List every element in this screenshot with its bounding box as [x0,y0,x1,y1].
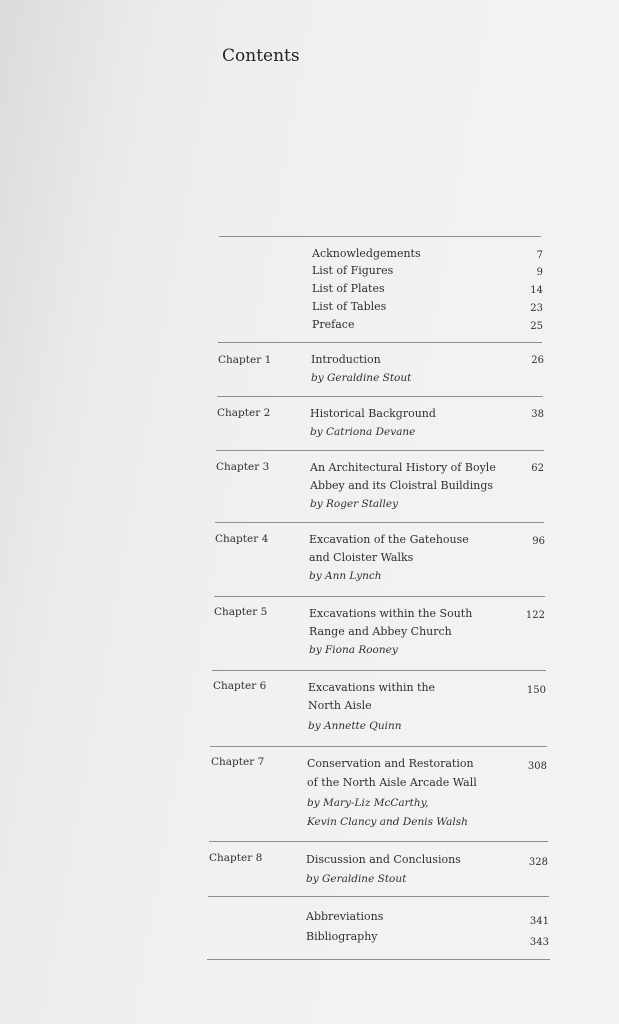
divider [218,342,542,343]
chapter-author: by Geraldine Stout [306,873,407,885]
divider [209,841,548,842]
entry-label: Preface [312,318,355,331]
chapter-page: 26 [531,355,544,366]
chapter-page: 122 [525,610,545,621]
chapter-page: 96 [532,536,545,547]
entry-label: Bibliography [306,930,378,943]
chapter-author: by Mary-Liz McCarthy, [307,797,429,809]
chapter-author: by Geraldine Stout [311,372,412,384]
entry-page: 14 [530,285,543,296]
entry-label: List of Figures [312,264,394,277]
chapter-author: by Catriona Devane [310,426,416,438]
divider [210,746,547,747]
entry-label: Acknowledgements [312,247,421,260]
divider [214,596,545,597]
chapter-title: Abbey and its Cloistral Buildings [310,479,494,492]
divider [208,896,549,897]
chapter-number: Chapter 4 [215,533,269,545]
chapter-title: Range and Abbey Church [309,625,452,638]
divider [216,450,544,451]
chapter-title: Excavation of the Gatehouse [309,533,469,546]
chapter-page: 38 [531,409,544,420]
entry-label: List of Tables [312,300,387,313]
chapter-number: Chapter 2 [217,407,271,419]
chapter-author: by Fiona Rooney [309,644,398,656]
divider [212,670,546,671]
chapter-number: Chapter 7 [211,756,265,768]
chapter-title: Introduction [311,353,381,366]
chapter-page: 308 [527,761,547,772]
chapter-page: 62 [531,463,544,474]
entry-page: 25 [530,321,543,332]
entry-page: 341 [529,916,549,927]
chapter-number: Chapter 5 [214,606,268,618]
entry-label: List of Plates [312,282,385,295]
chapter-title: of the North Aisle Arcade Wall [307,776,477,789]
chapter-author: by Annette Quinn [308,720,402,732]
chapter-title: Historical Background [310,407,436,420]
chapter-title: Conservation and Restoration [307,757,474,770]
chapter-title: Excavations within the [308,681,436,694]
divider [217,396,543,397]
chapter-title: Discussion and Conclusions [306,853,461,866]
chapter-title: An Architectural History of Boyle [310,461,496,474]
entry-page: 9 [536,267,543,278]
chapter-page: 328 [528,857,548,868]
chapter-number: Chapter 8 [209,852,263,864]
divider [207,959,550,960]
chapter-number: Chapter 3 [216,461,270,473]
chapter-number: Chapter 6 [213,680,267,692]
page-title: Contents [222,46,300,66]
chapter-page: 150 [526,685,546,696]
chapter-title: North Aisle [308,699,372,712]
entry-page: 343 [529,937,549,948]
chapter-author: by Roger Stalley [310,498,399,510]
chapter-title: and Cloister Walks [309,551,414,564]
chapter-author: Kevin Clancy and Denis Walsh [307,816,468,828]
divider [215,522,544,523]
chapter-number: Chapter 1 [218,354,272,366]
divider [219,236,541,237]
entry-page: 23 [530,303,543,314]
chapter-author: by Ann Lynch [309,570,382,582]
entry-page: 7 [536,250,543,261]
entry-label: Abbreviations [306,910,384,923]
chapter-title: Excavations within the South [309,607,473,620]
